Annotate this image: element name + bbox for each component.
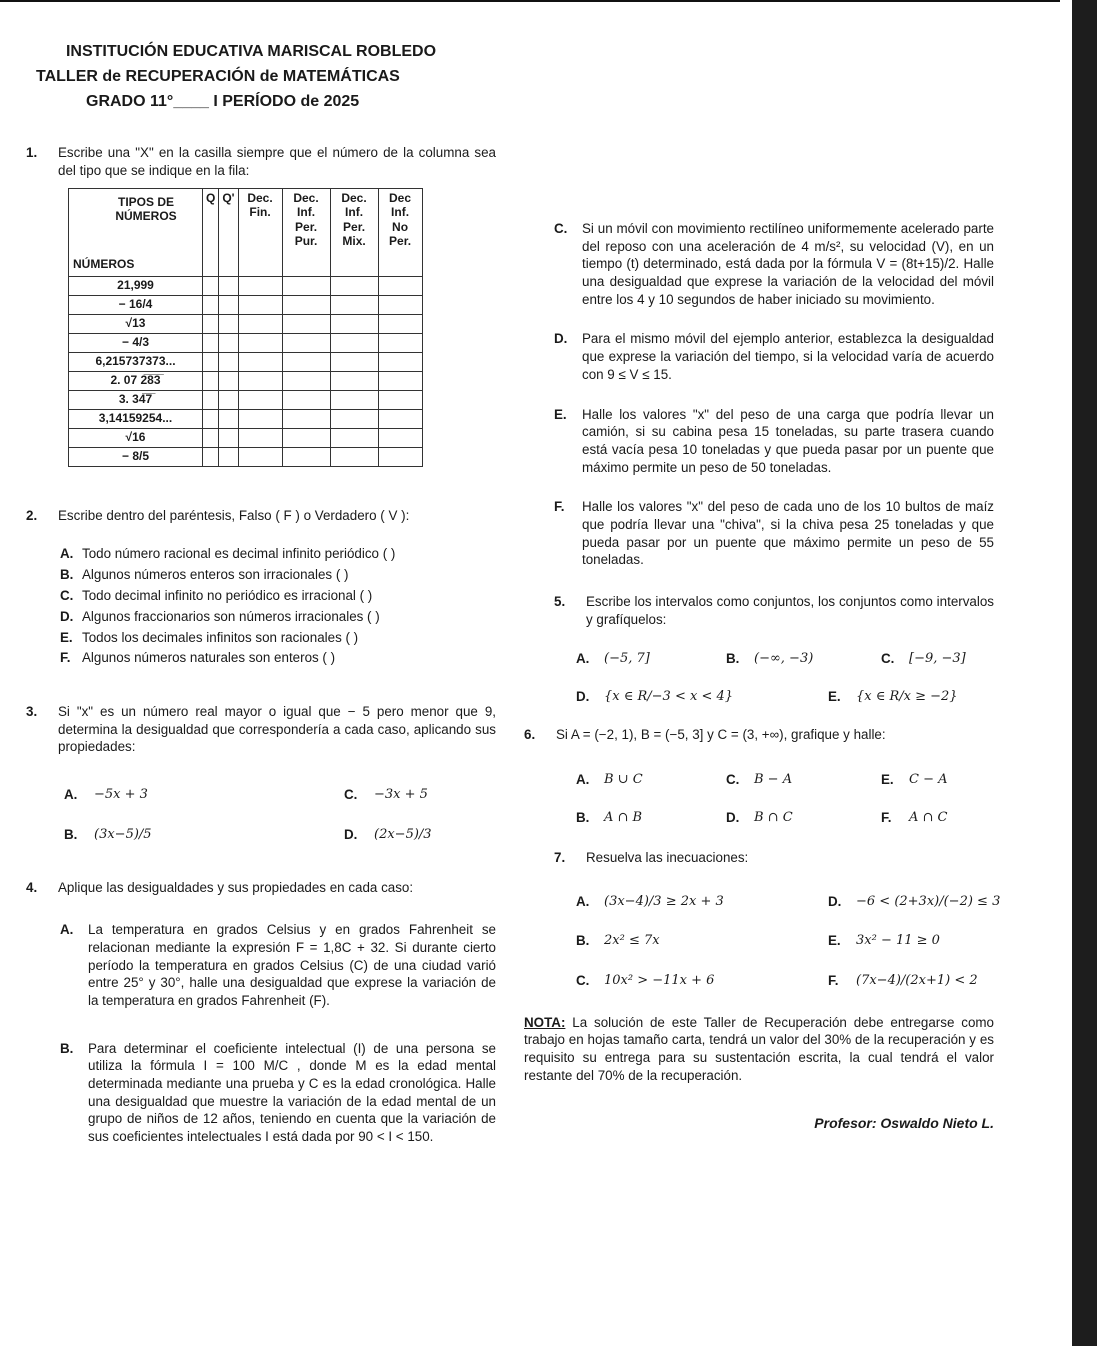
answer-cell[interactable] (378, 295, 422, 314)
answer-cell[interactable] (378, 352, 422, 371)
inequality-item: B. 2x² ≤ 7x (576, 933, 660, 949)
answer-cell[interactable] (238, 409, 282, 428)
answer-cell[interactable] (203, 314, 219, 333)
question-text: Resuelva las inecuaciones: (586, 849, 749, 865)
answer-cell[interactable] (282, 390, 330, 409)
interval-item: B. (−∞, −3) (726, 651, 814, 667)
question-number: 6. (524, 726, 536, 742)
answer-cell[interactable] (219, 390, 238, 409)
answer-cell[interactable] (282, 447, 330, 466)
answer-cell[interactable] (378, 428, 422, 447)
set-operation: E. C − A (881, 772, 948, 788)
answer-cell[interactable] (330, 295, 378, 314)
table-row (69, 371, 423, 390)
answer-cell[interactable] (282, 409, 330, 428)
answer-cell[interactable] (330, 390, 378, 409)
answer-cell[interactable] (378, 371, 422, 390)
q7-items (576, 893, 1001, 990)
question-5 (554, 593, 994, 628)
answer-cell[interactable] (238, 447, 282, 466)
true-false-list (60, 544, 496, 669)
list-item: C. Todo decimal infinito no periódico es irracional ( ) (60, 586, 496, 607)
q3-options (64, 786, 496, 843)
col-header: Dec. Fin. (238, 188, 282, 276)
answer-cell[interactable] (378, 276, 422, 295)
page-edge (1060, 0, 1097, 1346)
answer-cell[interactable] (282, 333, 330, 352)
question-text: Aplique las desigualdades y sus propiedades en cada caso: (58, 880, 414, 896)
answer-cell[interactable] (219, 352, 238, 371)
question-number: 2. (26, 507, 38, 523)
question-number: 3. (26, 704, 38, 720)
question-number: 7. (554, 849, 566, 865)
answer-cell[interactable] (330, 409, 378, 428)
row-number-label: 3,14159254... (69, 409, 203, 428)
answer-cell[interactable] (203, 295, 219, 314)
answer-cell[interactable] (219, 295, 238, 314)
question-number: 5. (554, 594, 566, 609)
table-row (69, 295, 423, 314)
answer-cell[interactable] (238, 371, 282, 390)
question-text: Escribe una "X" en la casilla siempre que el número de la columna sea del tipo que se indique en la fila: (58, 145, 496, 179)
tf-statement[interactable]: Algunos números naturales son enteros ( ) (82, 650, 336, 666)
answer-cell[interactable] (378, 409, 422, 428)
teacher-signature: Profesor: Oswaldo Nieto L. (814, 1115, 994, 1132)
answer-cell[interactable] (203, 409, 219, 428)
answer-cell[interactable] (330, 352, 378, 371)
row-number-label: − 8/5 (69, 447, 203, 466)
answer-cell[interactable] (238, 352, 282, 371)
answer-cell[interactable] (203, 447, 219, 466)
col-header: Dec. Inf. Per. Mix. (330, 188, 378, 276)
question-7 (554, 849, 994, 867)
answer-cell[interactable] (330, 276, 378, 295)
answer-cell[interactable] (203, 352, 219, 371)
row-number-label: 3. 34̅7̅ (69, 390, 203, 409)
answer-cell[interactable] (282, 428, 330, 447)
left-column (26, 40, 496, 1146)
q5-sets (576, 688, 994, 706)
list-item: A. Todo número racional es decimal infinito periódico ( ) (60, 544, 496, 565)
row-number-label: − 4/3 (69, 333, 203, 352)
workshop-title: TALLER de RECUPERACIÓN de MATEMÁTICAS (36, 67, 400, 85)
col-header: Dec. Inf. Per. Pur. (282, 188, 330, 276)
interval-item: A. (−5, 7] (576, 651, 650, 667)
answer-cell[interactable] (238, 333, 282, 352)
corner-top-label: TIPOS DE NÚMEROS (115, 194, 177, 224)
answer-cell[interactable] (219, 314, 238, 333)
question-text: Si A = (−2, 1), B = (−5, 3] y C = (3, +∞), grafique y halle: (556, 726, 886, 742)
right-column (524, 220, 1001, 1133)
answer-cell[interactable] (282, 371, 330, 390)
col-header: Q (203, 188, 219, 276)
question-text: Si "x" es un número real mayor o igual que − 5 pero menor que 9, determina la desigualdad que correspondería a cada caso, aplicando sus propiedades: (58, 704, 496, 755)
tf-statement[interactable]: Todo decimal infinito no periódico es irracional ( ) (82, 587, 373, 603)
answer-cell[interactable] (238, 314, 282, 333)
answer-cell[interactable] (219, 276, 238, 295)
answer-cell[interactable] (282, 314, 330, 333)
row-number-label: 21,999 (69, 276, 203, 295)
answer-cell[interactable] (330, 314, 378, 333)
answer-cell[interactable] (378, 390, 422, 409)
number-types-table (68, 188, 423, 467)
q4-item-b: B. Para determinar el coeficiente intelectual (I) de una persona se utiliza la fórmula I = 100 M/C , donde M es la edad mental determinada mediante una prueba y C es la edad cronológica. Halle una desigualdad que muestre la variación de la edad mental de un grupo de niños de 12 años, teniendo en cuenta que la variación de sus coeficientes intelectuales I está dada por 90 < I < 150. (60, 1040, 496, 1145)
tf-statement[interactable]: Todos los decimales infinitos son racionales ( ) (82, 629, 359, 645)
set-operation: B. A ∩ B (576, 810, 643, 826)
answer-cell[interactable] (330, 447, 378, 466)
school-name: INSTITUCIÓN EDUCATIVA MARISCAL ROBLEDO (65, 43, 437, 60)
inequality-item: A. (3x−4)/3 ≥ 2x + 3 (576, 893, 724, 909)
tf-statement[interactable]: Todo número racional es decimal infinito periódico ( ) (82, 546, 396, 562)
inequality-item: D. −6 < (2+3x)/(−2) ≤ 3 (828, 893, 1001, 909)
row-number-label: 6,215737373... (69, 352, 203, 371)
option: B. (3x−5)/5 (64, 826, 152, 842)
set-item: D. {x ∈ R/−3 < x < 4} (576, 689, 734, 705)
option: D. (2x−5)/3 (344, 826, 432, 842)
table-row (69, 390, 423, 409)
interval-item: C. [−9, −3] (881, 651, 966, 667)
col-header: Q' (219, 188, 238, 276)
note-label: NOTA: (524, 1014, 566, 1030)
answer-cell[interactable] (282, 276, 330, 295)
list-item: F. Algunos números naturales son enteros ( ) (60, 648, 496, 669)
note-text: La solución de este Taller de Recuperación debe entregarse como trabajo en hojas tamaño carta, tendrá un valor del 30% de la recuperación y es requisito su entrega para su sustentación escrita, la cual tendrá el valor restante del 70% de la recuperación. (524, 1014, 994, 1083)
q5-items (576, 650, 994, 668)
question-1 (26, 144, 496, 179)
table-corner (69, 188, 203, 276)
answer-cell[interactable] (219, 371, 238, 390)
answer-cell[interactable] (219, 333, 238, 352)
tf-statement[interactable]: Algunos números enteros son irracionales ( ) (82, 567, 349, 583)
answer-cell[interactable] (238, 295, 282, 314)
answer-cell[interactable] (330, 428, 378, 447)
answer-cell[interactable] (203, 276, 219, 295)
q4-item-a: A. La temperatura en grados Celsius y en grados Fahrenheit se relacionan mediante la expresión F = 1,8C + 32. Si durante cierto período la temperatura en grados Celsius (C) de una ciudad varió entre 25° y 30°, halle una desigualdad que exprese la variación de la temperatura en grados Fahrenheit (F). (60, 922, 496, 1008)
top-border (0, 0, 1060, 2)
set-operation: F. A ∩ C (881, 810, 948, 826)
answer-cell[interactable] (282, 352, 330, 371)
answer-cell[interactable] (378, 447, 422, 466)
answer-cell[interactable] (219, 447, 238, 466)
question-6 (524, 726, 994, 744)
answer-cell[interactable] (238, 390, 282, 409)
list-item: D. Algunos fraccionarios son números irracionales ( ) (60, 607, 496, 628)
tf-statement[interactable]: Algunos fraccionarios son números irracionales ( ) (82, 608, 380, 624)
q6-items (576, 771, 994, 826)
question-4 (26, 879, 496, 897)
answer-cell[interactable] (238, 276, 282, 295)
answer-cell[interactable] (203, 333, 219, 352)
row-number-label: √16 (69, 428, 203, 447)
question-text: Escribe los intervalos como conjuntos, los conjuntos como intervalos y grafíquelos: (586, 594, 994, 627)
table-row (69, 447, 423, 466)
set-operation: D. B ∩ C (726, 810, 793, 826)
inequality-item: F. (7x−4)/(2x+1) < 2 (828, 972, 978, 988)
inequality-item: C. 10x² > −11x + 6 (576, 972, 715, 988)
table-row (69, 333, 423, 352)
answer-cell[interactable] (219, 428, 238, 447)
answer-cell[interactable] (282, 295, 330, 314)
q4-item-e: E. Halle los valores "x" del peso de una carga que podría llevar un camión, si su cabina pesa 15 toneladas, su parte trasera cuando está vacía pesa 10 toneladas y que pueda pasar por un puente que máximo permite un peso de 50 toneladas. (554, 406, 994, 475)
answer-cell[interactable] (378, 314, 422, 333)
set-item: E. {x ∈ R/x ≥ −2} (828, 689, 958, 705)
q4-item-d: D. Para el mismo móvil del ejemplo anterior, establezca la desigualdad que exprese la variación del tiempo, si la velocidad varía de acuerdo con 9 ≤ V ≤ 15. (554, 331, 994, 382)
option: A. −5x + 3 (64, 787, 148, 803)
question-text: Escribe dentro del paréntesis, Falso ( F ) o Verdadero ( V ): (58, 507, 410, 523)
set-operation: A. B ∪ C (576, 772, 643, 788)
answer-cell[interactable] (203, 371, 219, 390)
note-paragraph (524, 1014, 994, 1085)
set-operation: C. B − A (726, 772, 793, 788)
q4-item-f: F. Halle los valores "x" del peso de cada uno de los 10 bultos de maíz que podría llevar una "chiva", si la chiva pesa 25 toneladas y que pueda pasar por un puente que máximo permite un peso de 55 toneladas. (554, 499, 994, 568)
list-item: B. Algunos números enteros son irracionales ( ) (60, 565, 496, 586)
question-3 (26, 703, 496, 756)
answer-cell[interactable] (378, 333, 422, 352)
row-number-label: 2. 07 2̅8̅3̅ (69, 371, 203, 390)
row-number-label: √13 (69, 314, 203, 333)
q4-item-c: C. Si un móvil con movimiento rectilíneo uniformemente acelerado parte del reposo con una aceleración de 4 m/s², su velocidad (V), en un tiempo (t) determinado, está dada por la fórmula V = (8t+15)/2. Halle una desigualdad que exprese la variación de la velocidad del móvil entre los 4 y 10 segundos de haber iniciado su movimiento. (554, 221, 994, 307)
answer-cell[interactable] (203, 390, 219, 409)
table-row (69, 409, 423, 428)
table-row (69, 352, 423, 371)
table-row (69, 276, 423, 295)
row-number-label: − 16/4 (69, 295, 203, 314)
corner-bottom-label: NÚMEROS (73, 257, 135, 272)
answer-cell[interactable] (238, 428, 282, 447)
answer-cell[interactable] (330, 371, 378, 390)
option: C. −3x + 5 (344, 787, 428, 803)
inequality-item: E. 3x² − 11 ≥ 0 (828, 933, 940, 949)
question-2 (26, 507, 496, 525)
answer-cell[interactable] (219, 409, 238, 428)
list-item: E. Todos los decimales infinitos son racionales ( ) (60, 628, 496, 649)
answer-cell[interactable] (203, 428, 219, 447)
question-number: 4. (26, 880, 38, 896)
col-header: Dec Inf. No Per. (378, 188, 422, 276)
grade-line: GRADO 11°____ I PERÍODO de 2025 (86, 92, 360, 110)
question-number: 1. (26, 145, 38, 161)
table-row (69, 314, 423, 333)
answer-cell[interactable] (330, 333, 378, 352)
table-row (69, 428, 423, 447)
